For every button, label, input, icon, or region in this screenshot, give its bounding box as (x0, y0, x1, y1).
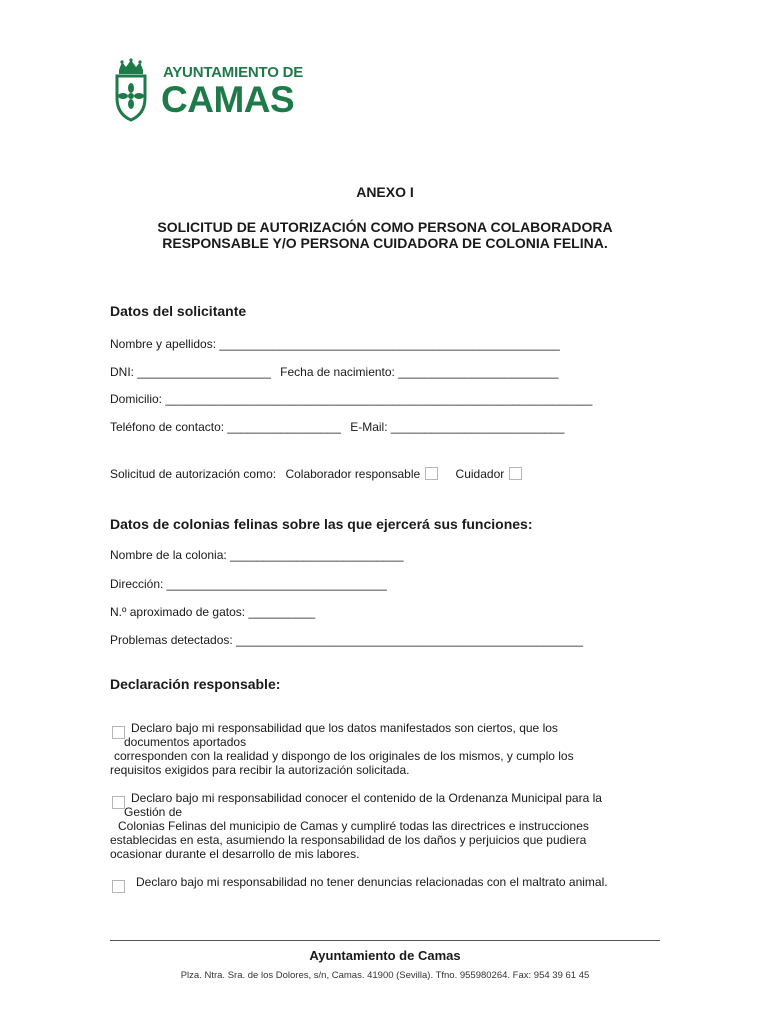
declaration-2-line-1: Declaro bajo mi responsabilidad conocer el contenido de la Ordenanza Municipal para la (131, 791, 602, 805)
applicant-heading: Datos del solicitante (110, 303, 247, 319)
contact-row (110, 420, 564, 434)
declaration-1-line-3: corresponden con la realidad y dispongo de los originales de los mismos, y cumplo los (114, 749, 574, 763)
option-caretaker-label: Cuidador (455, 467, 505, 481)
address-field[interactable]: Domicilio: ________________________________________________________________ (110, 392, 593, 406)
dni-field[interactable]: DNI: ____________________ (110, 365, 271, 379)
birth-date-field[interactable]: Fecha de nacimiento: ________________________ (280, 365, 559, 379)
footer-organization-name: Ayuntamiento de Camas (309, 948, 461, 963)
logo-text-camas: CAMAS (161, 79, 295, 120)
authorization-type-row (110, 467, 522, 481)
declaration-1-line-1: Declaro bajo mi responsabilidad que los datos manifestados son ciertos, que los (131, 721, 558, 735)
name-field[interactable]: Nombre y apellidos: ___________________________________________________ (110, 337, 560, 351)
declaration-2-line-2: Gestión de (124, 805, 183, 819)
colony-name-field[interactable]: Nombre de la colonia: __________________________ (110, 548, 404, 562)
footer-address: Plza. Ntra. Sra. de los Dolores, s/n, Camas. 41900 (Sevilla). Tfno. 955980264. Fax: 954 39 61 45 (180, 970, 590, 981)
colony-address-field[interactable]: Dirección: _________________________________ (110, 577, 387, 591)
declaration-1-line-2: documentos aportados (124, 735, 247, 749)
option-collaborator-label: Colaborador responsable (285, 467, 421, 481)
coat-of-arms-icon (113, 58, 149, 122)
declaration-2-line-3: Colonias Felinas del municipio de Camas y cumpliré todas las directrices e instrucciones (118, 819, 589, 833)
option-collaborator-checkbox[interactable] (425, 467, 438, 480)
dni-birth-row (110, 365, 558, 379)
declaration-2-line-5: ocasionar durante el desarrollo de mis labores. (110, 847, 360, 861)
document-title-line-1: SOLICITUD DE AUTORIZACIÓN COMO PERSONA COLABORADORA (157, 219, 613, 235)
declaration-3-checkbox[interactable] (112, 880, 125, 893)
declaration-1-line-4: requisitos exigidos para recibir la autorización solicitada. (110, 763, 410, 777)
problems-field[interactable]: Problemas detectados: ____________________________________________________ (110, 633, 584, 647)
document-title (0, 219, 770, 251)
authorization-type-label: Solicitud de autorización como: (110, 467, 277, 481)
footer-divider (110, 940, 660, 941)
document-title-line-2: RESPONSABLE Y/O PERSONA CUIDADORA DE COLONIA FELINA. (162, 235, 608, 251)
cat-count-field[interactable]: N.º aproximado de gatos: __________ (110, 605, 316, 619)
declaration-3-line-1: Declaro bajo mi responsabilidad no tener denuncias relacionadas con el maltrato animal. (136, 875, 608, 889)
logo-text-ayuntamiento: AYUNTAMIENTO DE (163, 64, 304, 81)
declaration-2-line-4: establecidas en esta, asumiendo la responsabilidad de los daños y perjuicios que pudiera (110, 833, 587, 847)
phone-field[interactable]: Teléfono de contacto: _________________ (110, 420, 341, 434)
municipal-logo (113, 58, 303, 122)
annex-title: ANEXO I (356, 184, 414, 200)
colonies-heading: Datos de colonias felinas sobre las que ejercerá sus funciones: (110, 516, 533, 532)
email-field[interactable]: E-Mail: __________________________ (350, 420, 565, 434)
declaration-heading: Declaración responsable: (110, 676, 281, 692)
option-caretaker-checkbox[interactable] (509, 467, 522, 480)
